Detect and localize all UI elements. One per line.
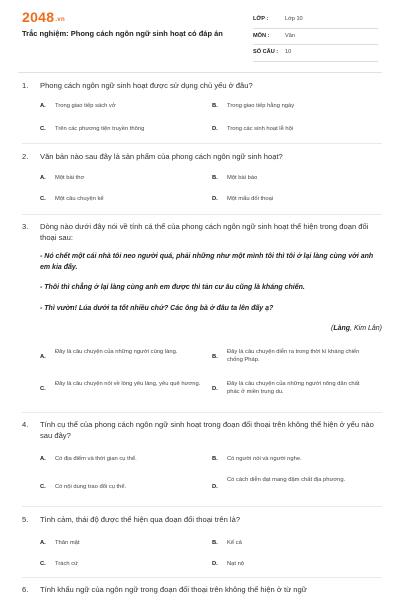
passage-source [331, 325, 382, 332]
question-number: 2. [22, 152, 29, 161]
option-letter: A. [40, 103, 46, 109]
option-letter: B. [212, 456, 218, 462]
option-letter: D. [212, 484, 218, 490]
option-text: Trên các phương tiện truyền thông [55, 126, 145, 132]
option-letter: D. [212, 386, 218, 392]
option-letter: A. [40, 354, 46, 360]
meta-key: LỚP : [253, 16, 269, 22]
question-text: Văn bản nào sau đây là sản phẩm của phong cách ngôn ngữ sinh hoạt? [40, 152, 283, 161]
option-letter: C. [40, 561, 46, 567]
meta-key: MÔN : [253, 32, 270, 39]
logo-suffix: .vn [55, 17, 65, 23]
option-text: Trong các sinh hoạt lễ hội [227, 126, 294, 132]
dialogue-line-3: - Thì vườn! Lúa dưới ta tốt nhiều chứ? Các ông bà ở đâu ta lên đấy ạ? [40, 305, 274, 312]
dialogue-line-1: - Nó chết một cái nhà tôi neo người quá, phải những như một mình tôi thì tôi ở lại làng cùng với anh em kia đấy. [40, 253, 374, 271]
header-divider [18, 72, 382, 73]
option-letter: A. [40, 175, 46, 181]
page-title: Trắc nghiệm: Phong cách ngôn ngữ sinh hoạt có đáp án [22, 29, 223, 38]
option-letter: D. [212, 126, 218, 132]
meta-value: 10 [285, 49, 292, 55]
option-text: Có nội dung trao đổi cụ thể. [55, 484, 127, 490]
source-author: , Kim Lân) [350, 325, 382, 332]
option-letter: C. [40, 386, 46, 392]
meta-row-subject [253, 29, 378, 46]
source-work: Làng [333, 325, 351, 332]
option-text: Kể cả [227, 540, 242, 546]
question-text: Dòng nào dưới đây nói về tính cá thể của phong cách ngôn ngữ sinh hoạt thể hiện trong đoạn đối thoại sau: [40, 222, 369, 242]
question-2 [22, 152, 382, 210]
option-text: Đây là câu chuyện nói về lòng yêu làng, yêu quê hương. [55, 381, 201, 387]
option-text: Thân mật [55, 540, 80, 546]
source-open: ( [331, 325, 334, 332]
question-number: 3. [22, 222, 29, 231]
option-letter: B. [212, 354, 218, 360]
site-logo[interactable] [22, 9, 65, 25]
meta-key: SỐ CÂU : [253, 49, 279, 55]
question-text: Phong cách ngôn ngữ sinh hoạt được sử dụng chủ yếu ở đâu? [40, 81, 253, 90]
option-text: Có người nói và người nghe. [227, 456, 302, 462]
option-text: Đây là câu chuyện diễn ra trong thời kì kháng chiến chống Pháp. [227, 349, 360, 363]
option-text: Trong giao tiếp hằng ngày [227, 103, 295, 109]
question-separator [22, 143, 382, 144]
question-separator [22, 214, 382, 215]
option-text: Trong giao tiếp sách vở [55, 103, 116, 109]
quiz-meta-table [253, 12, 378, 62]
option-letter: A. [40, 540, 46, 546]
page-header [0, 0, 400, 66]
option-text: Có cách diễn đạt mang đậm chất địa phương. [227, 477, 346, 483]
meta-value: Văn [285, 32, 295, 39]
option-text: Đây là câu chuyện của những người nông dân chất phác ở miền trung du. [227, 381, 360, 395]
question-text: Tình cảm, thái độ được thể hiện qua đoạn đối thoại trên là? [40, 515, 241, 524]
option-text: Nạt nộ [227, 561, 245, 567]
option-text: Đây là câu chuyện của những người cùng làng. [55, 349, 178, 355]
question-4 [22, 420, 382, 500]
question-text: Tính khẩu ngữ của ngôn ngữ trong đoạn đối thoại trên không thể hiện ở từ ngữ [40, 585, 307, 594]
option-text: Có địa điểm và thời gian cụ thể. [55, 456, 137, 462]
question-separator [22, 577, 382, 578]
option-letter: C. [40, 196, 46, 202]
question-text: Tính cụ thể của phong cách ngôn ngữ sinh hoạt trong đoạn đối thoại trên không thể hiện ở yếu nào sau đây? [40, 420, 374, 440]
question-number: 6. [22, 585, 29, 594]
question-number: 4. [22, 420, 29, 429]
option-letter: C. [40, 126, 46, 132]
question-6 [22, 585, 382, 600]
question-1 [22, 81, 382, 139]
question-3 [22, 222, 382, 408]
option-letter: B. [212, 540, 218, 546]
question-separator [22, 506, 382, 507]
option-text: Một mẩu đối thoại [227, 196, 274, 202]
logo-text: 2048 [22, 9, 55, 25]
option-text: Một bài báo [227, 175, 258, 181]
option-text: Một câu chuyện kể [55, 196, 104, 202]
option-letter: A. [40, 456, 46, 462]
question-number: 1. [22, 81, 29, 90]
option-letter: B. [212, 175, 218, 181]
meta-row-class [253, 12, 378, 29]
question-separator [22, 412, 382, 413]
option-letter: C. [40, 484, 46, 490]
meta-row-question-count [253, 45, 378, 62]
question-5 [22, 515, 382, 573]
option-text: Trách cứ [55, 561, 78, 567]
meta-value: Lớp 10 [285, 16, 303, 22]
question-number: 5. [22, 515, 29, 524]
option-letter: B. [212, 103, 218, 109]
dialogue-line-2: - Thôi thì chẳng ở lại làng cùng anh em được thì tản cư âu cũng là kháng chiến. [40, 284, 305, 291]
option-letter: D. [212, 561, 218, 567]
option-letter: D. [212, 196, 218, 202]
option-text: Một bài thơ [55, 175, 85, 181]
